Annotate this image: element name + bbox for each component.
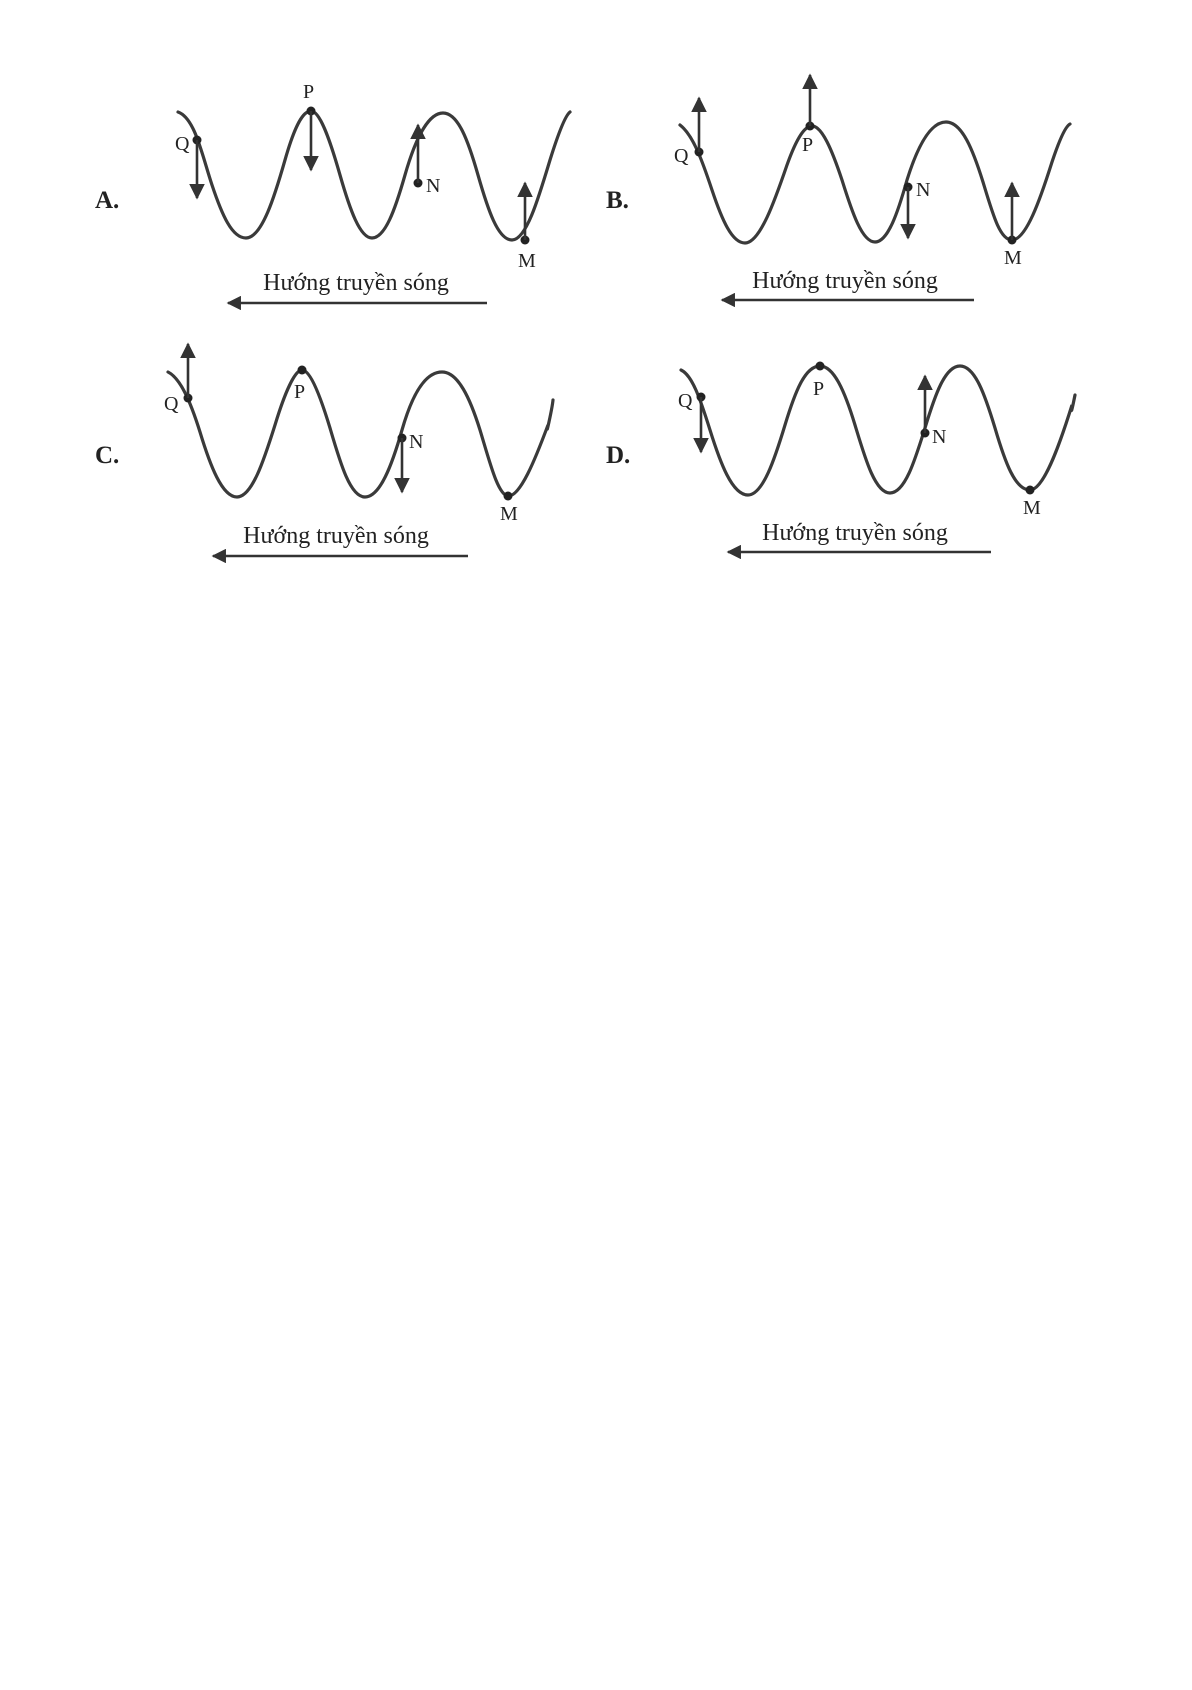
label-p: P bbox=[303, 81, 315, 103]
label-p: P bbox=[813, 378, 825, 400]
label-m: M bbox=[1023, 497, 1041, 519]
point-p bbox=[298, 366, 307, 375]
caption: Hướng truyền sóng bbox=[752, 268, 938, 294]
panel-c bbox=[95, 344, 553, 556]
panel-a bbox=[95, 81, 570, 303]
label-m: M bbox=[500, 503, 518, 525]
panel-letter: D. bbox=[606, 442, 631, 469]
label-q: Q bbox=[175, 133, 190, 155]
label-n: N bbox=[409, 431, 424, 453]
label-n: N bbox=[932, 426, 947, 448]
point-p bbox=[816, 362, 825, 371]
label-q: Q bbox=[164, 393, 179, 415]
label-q: Q bbox=[674, 145, 689, 167]
panel-d bbox=[606, 362, 1075, 553]
wave-curve bbox=[168, 370, 553, 497]
panel-letter: C. bbox=[95, 442, 120, 469]
point-m bbox=[504, 492, 513, 501]
label-p: P bbox=[802, 134, 814, 156]
label-n: N bbox=[916, 179, 931, 201]
label-m: M bbox=[518, 250, 536, 272]
panel-b bbox=[606, 75, 1070, 300]
label-q: Q bbox=[678, 390, 693, 412]
panel-letter: A. bbox=[95, 187, 120, 214]
label-n: N bbox=[426, 175, 441, 197]
panel-letter: B. bbox=[606, 187, 629, 214]
caption: Hướng truyền sóng bbox=[762, 520, 948, 546]
wave-curve bbox=[178, 111, 570, 240]
point-m bbox=[1026, 486, 1035, 495]
caption: Hướng truyền sóng bbox=[243, 523, 429, 549]
wave-curve bbox=[681, 366, 1075, 495]
label-p: P bbox=[294, 381, 306, 403]
label-m: M bbox=[1004, 247, 1022, 269]
caption: Hướng truyền sóng bbox=[263, 270, 449, 296]
